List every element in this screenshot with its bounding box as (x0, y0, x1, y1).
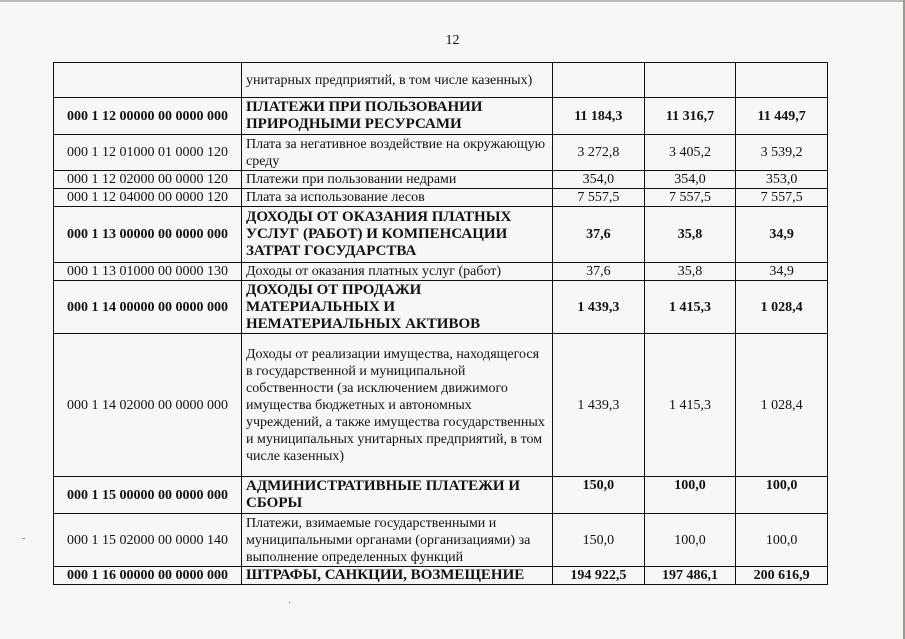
scan-dust-mark: · (288, 598, 292, 609)
row-value-2: 11 316,7 (644, 98, 736, 135)
row-value-2: 35,8 (644, 207, 736, 263)
row-value-1: 150,0 (553, 477, 645, 514)
row-code: 000 1 14 00000 00 0000 000 (54, 281, 242, 334)
row-code: 000 1 12 01000 01 0000 120 (54, 135, 242, 171)
row-value-1: 1 439,3 (553, 334, 645, 477)
row-value-1: 194 922,5 (553, 567, 645, 585)
row-code: 000 1 12 00000 00 0000 000 (54, 98, 242, 135)
row-name: Доходы от реализации имущества, находящегося в государственной и муниципальной собственности (за исключением движимого имущества бюджетных и автономных учреждений, а также имущества государственных и муниципальных унитарных предприятий, в том числе казенных) (242, 334, 553, 477)
row-value-1: 11 184,3 (553, 98, 645, 135)
row-value-3 (736, 63, 828, 98)
row-value-3: 353,0 (736, 171, 828, 189)
row-value-1 (553, 63, 645, 98)
row-value-3: 11 449,7 (736, 98, 828, 135)
scan-dust-mark: - (22, 533, 26, 544)
row-value-1: 37,6 (553, 207, 645, 263)
row-value-2: 354,0 (644, 171, 736, 189)
row-value-1: 1 439,3 (553, 281, 645, 334)
row-name: ШТРАФЫ, САНКЦИИ, ВОЗМЕЩЕНИЕ (242, 567, 553, 585)
row-value-3: 100,0 (736, 477, 828, 514)
row-name: Платежи при пользовании недрами (242, 171, 553, 189)
row-value-1: 150,0 (553, 514, 645, 567)
table-row (54, 514, 828, 567)
row-code: 000 1 13 00000 00 0000 000 (54, 207, 242, 263)
row-name: АДМИНИСТРАТИВНЫЕ ПЛАТЕЖИ И СБОРЫ (242, 477, 553, 514)
table-row (54, 135, 828, 171)
row-name: Плата за негативное воздействие на окружающую среду (242, 135, 553, 171)
row-name: Доходы от оказания платных услуг (работ) (242, 263, 553, 281)
row-code: 000 1 15 00000 00 0000 000 (54, 477, 242, 514)
table-row (54, 281, 828, 334)
row-value-3: 1 028,4 (736, 334, 828, 477)
scan-edge-top (0, 0, 905, 2)
budget-table (53, 62, 828, 585)
row-code (54, 63, 242, 98)
row-value-3: 34,9 (736, 263, 828, 281)
row-value-1: 354,0 (553, 171, 645, 189)
row-value-3: 3 539,2 (736, 135, 828, 171)
table-row (54, 98, 828, 135)
row-value-3: 100,0 (736, 514, 828, 567)
row-code: 000 1 15 02000 00 0000 140 (54, 514, 242, 567)
row-value-1: 7 557,5 (553, 189, 645, 207)
row-code: 000 1 13 01000 00 0000 130 (54, 263, 242, 281)
table-row (54, 171, 828, 189)
row-value-2: 3 405,2 (644, 135, 736, 171)
row-value-2: 100,0 (644, 514, 736, 567)
row-value-3: 34,9 (736, 207, 828, 263)
row-code: 000 1 16 00000 00 0000 000 (54, 567, 242, 585)
row-value-2: 7 557,5 (644, 189, 736, 207)
row-value-1: 3 272,8 (553, 135, 645, 171)
row-value-2: 1 415,3 (644, 334, 736, 477)
table-row (54, 189, 828, 207)
table-row (54, 263, 828, 281)
row-value-3: 200 616,9 (736, 567, 828, 585)
table-row (54, 334, 828, 477)
row-name: Плата за использование лесов (242, 189, 553, 207)
row-value-2: 197 486,1 (644, 567, 736, 585)
row-code: 000 1 12 04000 00 0000 120 (54, 189, 242, 207)
table-row (54, 63, 828, 98)
row-value-3: 1 028,4 (736, 281, 828, 334)
row-code: 000 1 14 02000 00 0000 000 (54, 334, 242, 477)
row-value-1: 37,6 (553, 263, 645, 281)
row-name: ПЛАТЕЖИ ПРИ ПОЛЬЗОВАНИИ ПРИРОДНЫМИ РЕСУРСАМИ (242, 98, 553, 135)
table-row (54, 207, 828, 263)
row-value-2 (644, 63, 736, 98)
row-value-3: 7 557,5 (736, 189, 828, 207)
row-name: ДОХОДЫ ОТ ПРОДАЖИ МАТЕРИАЛЬНЫХ И НЕМАТЕРИАЛЬНЫХ АКТИВОВ (242, 281, 553, 334)
row-value-2: 35,8 (644, 263, 736, 281)
page-number: 12 (445, 33, 460, 48)
table-row (54, 567, 828, 585)
row-name: Платежи, взимаемые государственными и муниципальными органами (организациями) за выполнение определенных функций (242, 514, 553, 567)
row-value-2: 1 415,3 (644, 281, 736, 334)
row-name: ДОХОДЫ ОТ ОКАЗАНИЯ ПЛАТНЫХ УСЛУГ (РАБОТ) И КОМПЕНСАЦИИ ЗАТРАТ ГОСУДАРСТВА (242, 207, 553, 263)
table-row (54, 477, 828, 514)
row-name: унитарных предприятий, в том числе казенных) (242, 63, 553, 98)
row-code: 000 1 12 02000 00 0000 120 (54, 171, 242, 189)
row-value-2: 100,0 (644, 477, 736, 514)
